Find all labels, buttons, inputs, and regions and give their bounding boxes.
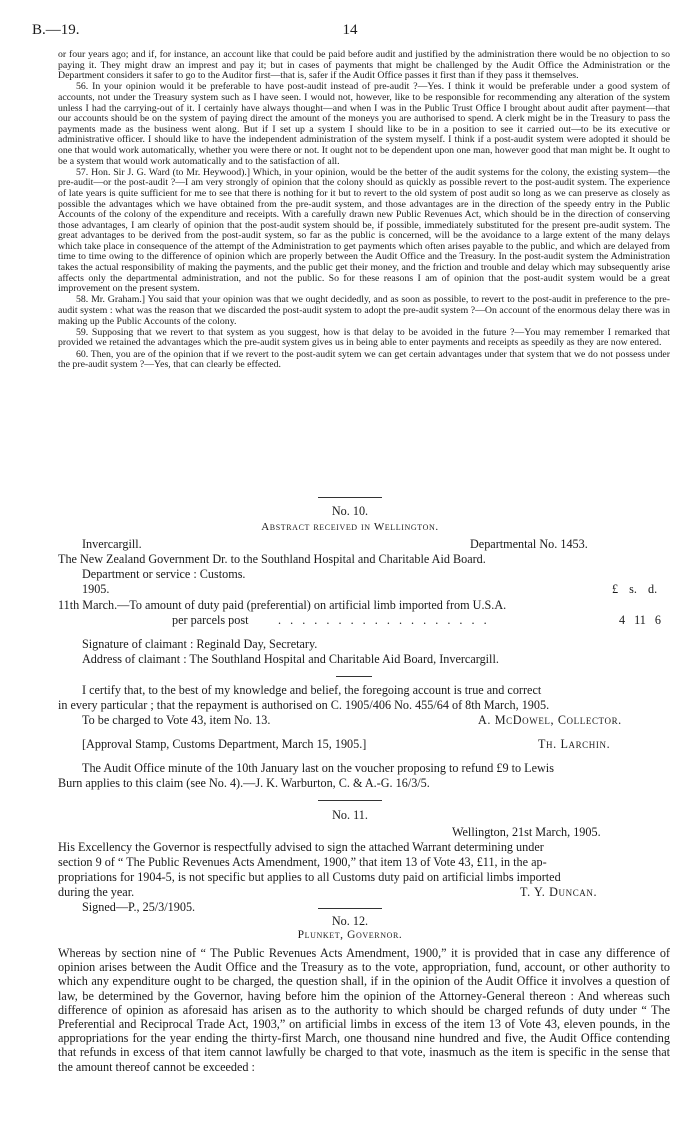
account-year: 1905. <box>82 582 110 596</box>
amount-value: 4 11 6 <box>619 613 662 627</box>
advice-line: section 9 of “ The Public Revenues Acts Amendment, 1900,” that item 13 of Vote 43, £11, in the ap- <box>58 855 547 869</box>
dateline: Wellington, 21st March, 1905. <box>452 825 601 839</box>
evidence-paragraph: 58. Mr. Graham.] You said that your opinion was that we ought decidedly, and as soon as possible, to revert to the post-audit in preference to the pre-audit system : what was the reason that we discarded the post-audit system to adopt the pre-audit system ?—On account of the enormous delay there was in making up the Public Accounts of the colony. <box>58 294 670 327</box>
debtor-line: The New Zealand Government Dr. to the Southland Hospital and Charitable Aid Board. <box>58 552 486 566</box>
warrant-subheading: Plunket, Governor. <box>297 929 403 941</box>
currency-header: £ s. d. <box>612 582 658 596</box>
section-divider <box>318 908 382 909</box>
abstract-subheading: Abstract received in Wellington. <box>261 521 439 533</box>
approval-stamp: [Approval Stamp, Customs Department, March 15, 1905.] <box>82 737 367 751</box>
evidence-section <box>58 50 670 371</box>
report-reference: B.—19. <box>32 22 80 38</box>
leader-dots: . . . . . . . . . . . . . . . . . . <box>278 613 490 627</box>
section-heading-no11: No. 11. <box>332 808 368 822</box>
section-heading-no12: No. 12. <box>331 914 369 928</box>
advisor-signature: T. Y. Duncan. <box>520 885 598 899</box>
evidence-paragraph: 60. Then, you are of the opinion that if we revert to the post-audit sytem we can get certain advantages under that system that we do not possess under the pre-audit system ?—Yes, that can clearly be effected. <box>58 348 670 371</box>
certification-line: in every particular ; that the repayment is authorised on C. 1905/406 No. 455/64 of 8th March, 1905. <box>58 698 550 712</box>
page-number: 14 <box>342 22 358 38</box>
evidence-paragraph: 59. Supposing that we revert to that system as you suggest, how is that delay to be avoided in the future ?—You may remember I remarked that provided we retained the advantages which the pre-audit system gives us in being able to enter payments and receipts as speedily as they are now entered. <box>58 326 670 349</box>
section-divider <box>318 800 382 801</box>
evidence-paragraph: 57. Hon. Sir J. G. Ward (to Mr. Heywood).] Which, in your opinion, would be the better of the audit systems for the colony, the existing system—the pre-audit—or the post-audit ?—I am very strongly of opinion that the colony should as quickly as possible revert to the post-audit system. The experience of late years is quite sufficient for me to see that there is nothing for it but to revert to the old system of post audit so long as we can preserve as closely as possible the advantages which we have obtained from the pre-audit system, and those advantages are in the direction of the speedy entry in the Public Accounts of the colony of the expenditure and receipts. With a carefully drawn new Public Revenues Act, which should be in the direction of conserving those advantages, I am clearly of opinion that the post-audit system should be, if possible, immediately substituted for the present pre-audit system. The great advantages to be derived from the post-audit system, so far as the public is concerned, will be the avoidance to a large extent of the many delays which take place in consequence of the attempt of the Administration to get payments which often arises payable to the public, and which are delayed from time to time owing to the difference of opinion which are properly between the Audit Office and the Treasury. In the post-audit system the Administration takes the actual responsibility of making the payments, and the public get their money, and the friction and trouble and delay which may subsequently arise affects only the departmental administration, and not the public. So for these reasons I am of opinion that the post-audit system would be a great improvement on the present system. <box>58 166 670 295</box>
claimant-signature: Signature of claimant : Reginald Day, Secretary. <box>82 637 318 651</box>
evidence-paragraph: 56. In your opinion would it be preferable to have post-audit instead of pre-audit ?—Yes. I think it would be preferable under a good system of accounts, not under the Treasury system such as I have seen. I would not, however, like to be responsible for recommending any alteration of the system unless I had the carrying-out of it. I certainly have always thought—and when I was in the Public Trust Office I brought about audit after payment—that our accounts should be on the system of paying direct the amount of the moneys you are authorised to spend. A clerk might be in the Treasury to pass the payments made as the business went along. But if I set up a system I should like to be in a position to see it carried out—to be its executive or administrative officer. I should like to have the independent administration of the system myself. I think if a post-audit system were adopted it should be one that would work automatically, whether you were there or not. It ought not to be dependent upon one man, however good that man might be. It ought to be a system that would work automatically and to the satisfaction of all. <box>58 81 670 167</box>
section-heading-no10: No. 10. <box>331 504 369 518</box>
short-divider <box>336 676 372 677</box>
departmental-number: Departmental No. 1453. <box>470 537 588 551</box>
certification-line: I certify that, to the best of my knowledge and belief, the foregoing account is true and correct <box>82 683 542 697</box>
advice-line: His Excellency the Governor is respectfully advised to sign the attached Warrant determining under <box>58 840 544 854</box>
signed-note: Signed—P., 25/3/1905. <box>82 900 196 914</box>
audit-minute: Burn applies to this claim (see No. 4).—J. K. Warburton, C. & A.-G. 16/3/5. <box>58 776 430 790</box>
advice-line: during the year. <box>58 885 135 899</box>
department-service: Department or service : Customs. <box>82 567 246 581</box>
item-description-continued: per parcels post <box>172 613 249 627</box>
advice-line: propriations for 1904-5, is not specific but applies to all Customs duty paid on artificial limbs imported <box>58 870 561 884</box>
place-label: Invercargill. <box>82 537 142 551</box>
stamp-signature: Th. Larchin. <box>538 737 611 751</box>
section-divider <box>318 497 382 498</box>
certification-line: To be charged to Vote 43, item No. 13. <box>82 713 271 727</box>
collector-signature: A. McDowel, Collector. <box>478 713 622 727</box>
evidence-paragraph: or four years ago; and if, for instance, an account like that could be paid before audit and justified by the administration there would be no objection to so paying it. They might draw an imprest and pay it; but in cases of payments that might be challenged by the Audit Office the Administration or the Department considers it safer to go to the Auditor first—that is, safer if the Audit Office passes it first than if they pass it themselves. <box>58 49 670 82</box>
audit-minute: The Audit Office minute of the 10th January last on the voucher proposing to refund £9 to Lewis <box>82 761 554 775</box>
warrant-body: Whereas by section nine of “ The Public Revenues Acts Amendment, 1900,” it is provided that in case any difference of opinion arises between the Audit Office and the Treasury as to the vote, appropriation, fund, account, or other authority to which any expenditure ought to be charged, the question shall, if in the opinion of the Audit Office it involves a question of law, be determined by the Governor, having before him the opinion of the Attorney-General thereon : And whereas such difference of opinion as aforesaid has arisen as to the authority to which should be charged refunds of duty under “ The Preferential and Reciprocal Trade Act, 1903,” on artificial limbs in excess of the item 13 of Vote 43, eleven pounds, in the appropriations for the year ending the thirty-first March, one thousand nine hundred and five, the Audit Office contending that refunds in excess of that item cannot lawfully be charged to that vote, inasmuch as the item is specific in the sense that the amount thereof cannot be exceeded : <box>58 946 670 1074</box>
claimant-address: Address of claimant : The Southland Hospital and Charitable Aid Board, Invercargill. <box>82 652 499 666</box>
item-description: 11th March.—To amount of duty paid (preferential) on artificial limb imported from U.S.A. <box>58 598 507 612</box>
